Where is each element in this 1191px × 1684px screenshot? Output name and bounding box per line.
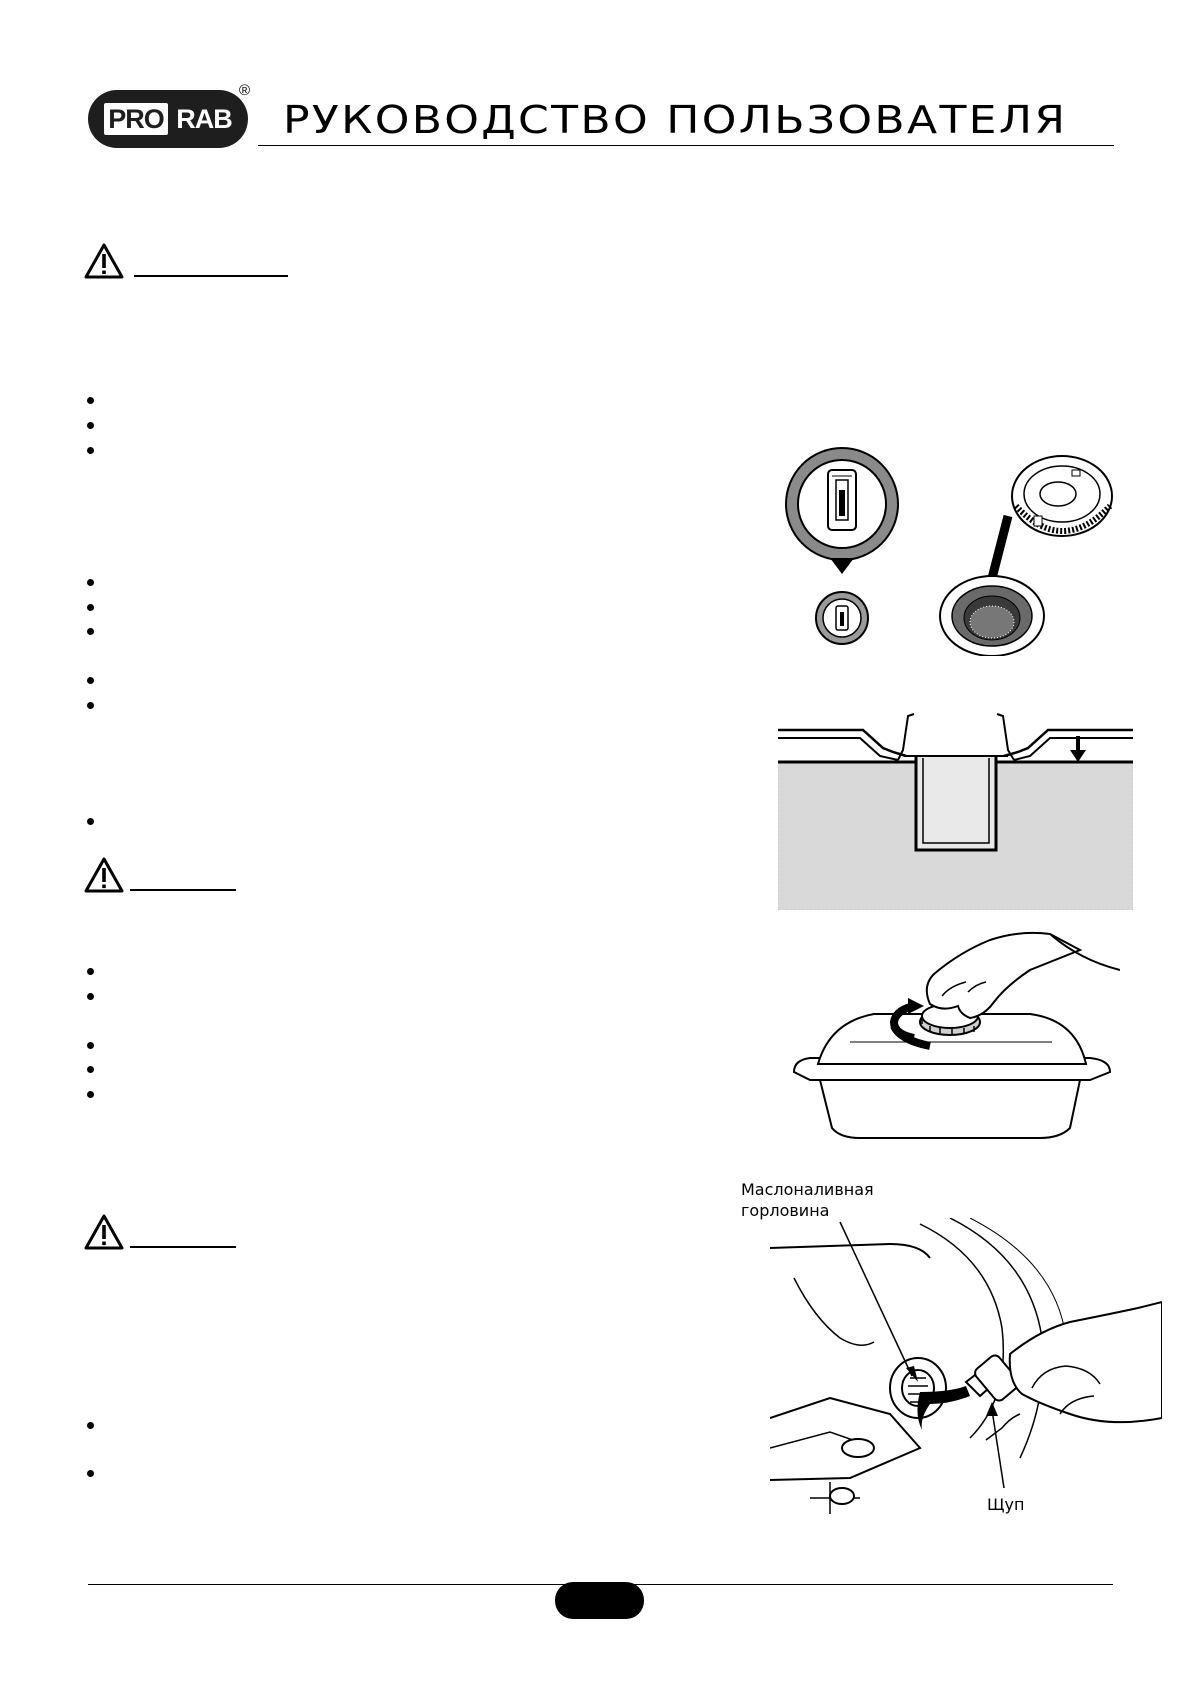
warning-underline [130,1246,236,1248]
fuel-cap [1012,456,1112,536]
list-bullet [87,1091,94,1098]
dipstick-label: Щуп [987,1495,1025,1514]
list-bullet [87,628,94,635]
warning-block-2 [84,857,244,893]
logo-text-pro: PRO [104,103,168,135]
fuel-gauge-and-filter-illustration [780,446,1130,656]
oil-filler-label-line2: горловина [741,1201,830,1220]
list-bullet [87,968,94,975]
oil-filler-label [741,1179,874,1221]
warning-underline [130,889,236,891]
oil-filler-label-line1: Маслоналивная [741,1180,874,1199]
logo-text-rab: RAB [176,104,232,134]
list-bullet [87,1066,94,1073]
warning-triangle-icon [84,1214,124,1250]
warning-block-1 [84,243,294,279]
warning-triangle-icon [84,243,124,279]
list-bullet [87,447,94,454]
list-bullet [87,1422,94,1429]
fuel-tank-cross-section-illustration [778,700,1133,910]
fuel-gauge-magnified [786,448,898,574]
fuel-filler-neck-strainer [940,576,1044,656]
list-bullet [87,993,94,1000]
page-number-badge [555,1582,644,1619]
list-bullet [87,818,94,825]
list-bullet [87,1470,94,1477]
list-bullet [87,677,94,684]
open-fuel-cap-illustration [790,930,1120,1145]
oil-fill-dipstick-illustration [770,1218,1162,1518]
list-bullet [87,1042,94,1049]
fuel-gauge-small [816,592,868,644]
warning-underline [134,275,288,277]
brand-logo [88,90,248,148]
page-header-title: РУКОВОДСТВО ПОЛЬЗОВАТЕЛЯ [283,98,1068,142]
warning-block-3 [84,1214,244,1250]
list-bullet [87,422,94,429]
warning-triangle-icon [84,857,124,893]
list-bullet [87,397,94,404]
list-bullet [87,579,94,586]
header-divider [258,145,1114,146]
list-bullet [87,604,94,611]
registered-mark: ® [239,82,251,99]
list-bullet [87,702,94,709]
